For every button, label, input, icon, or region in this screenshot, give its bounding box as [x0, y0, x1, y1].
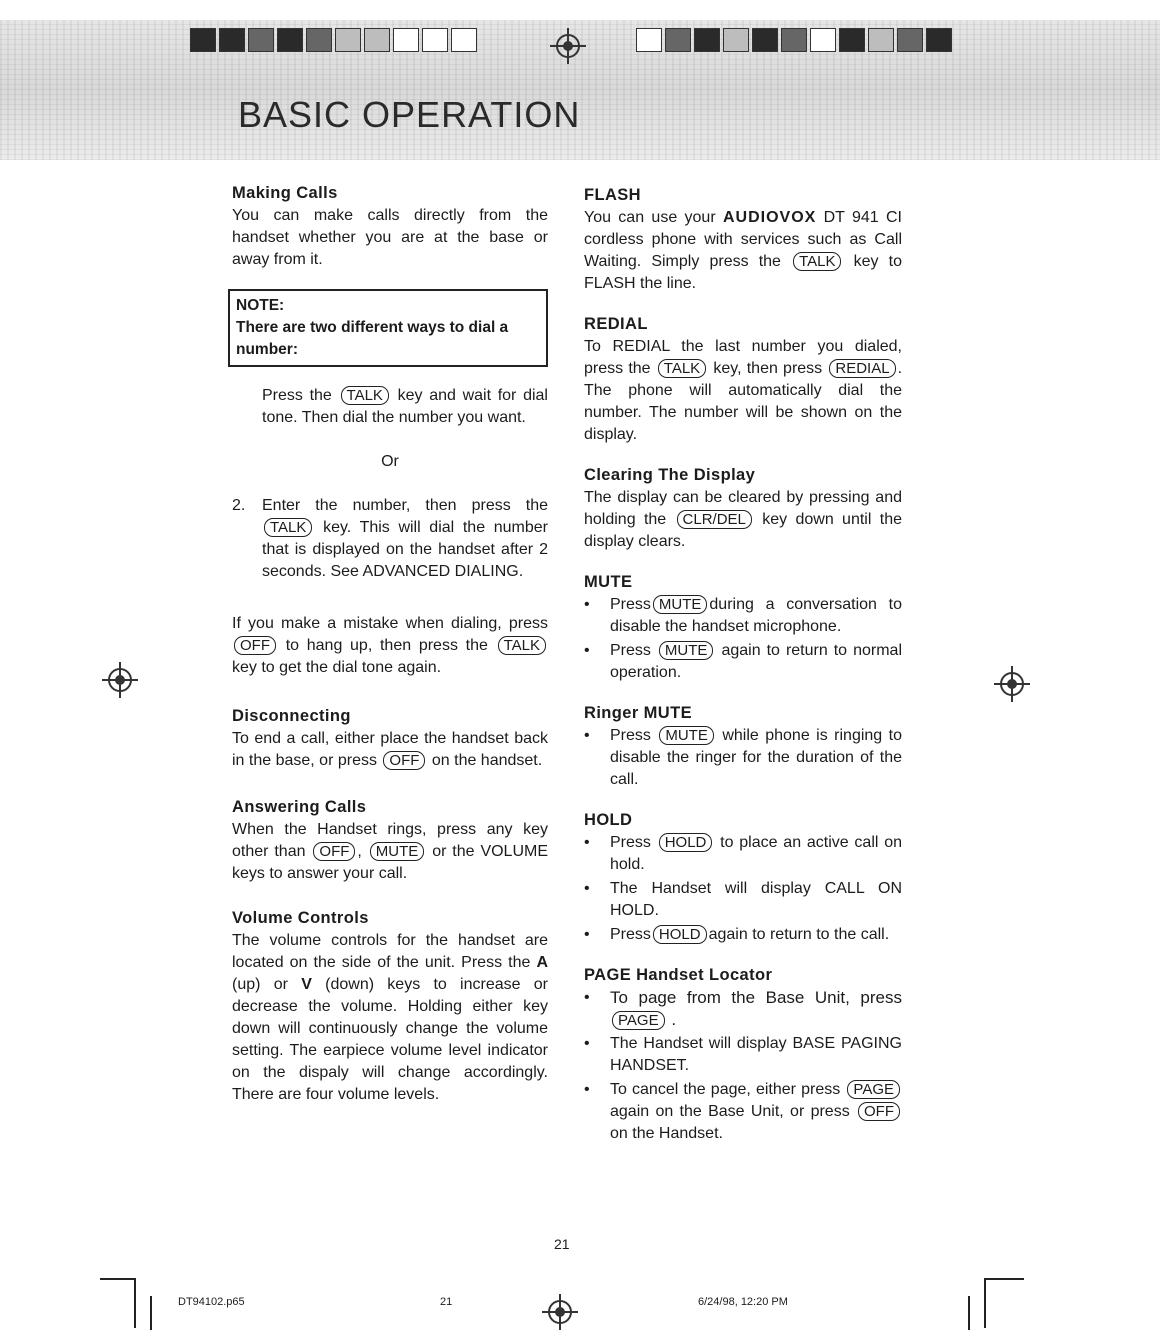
- disconnecting-section: [232, 705, 548, 772]
- flash-model-text: DT 941 CI cordless phone with services such as Call Waiting. Simply press the: [584, 209, 902, 270]
- flash-heading: FLASH: [584, 186, 641, 204]
- crop-mark-right: [984, 1278, 1024, 1280]
- dial-method-2: [232, 495, 548, 583]
- mistake-paragraph: [232, 613, 548, 679]
- bullet-icon: •: [584, 727, 590, 744]
- off-key: OFF: [234, 636, 276, 655]
- registration-target-icon-bottom: [548, 1300, 572, 1324]
- page-number: 21: [554, 1236, 570, 1252]
- page-b1-pre: To page from the Base Unit, press: [610, 988, 902, 1007]
- clr-del-key: CLR/DEL: [677, 510, 752, 529]
- list-item: [584, 594, 902, 638]
- page-locator-list: [584, 987, 902, 1145]
- answering-post: or the VOLUME keys to answer your call.: [232, 843, 549, 882]
- disconnecting-pre: To end a call, either place the handset back in the base, or press: [232, 730, 548, 769]
- flash-text: [584, 207, 902, 295]
- volume-down-icon: V: [301, 976, 312, 993]
- clearing-pre: The display can be cleared by pressing and holding the: [584, 489, 902, 528]
- hold-key: HOLD: [653, 925, 707, 944]
- page-b2-text: The Handset will display BASE PAGING HANDSET.: [610, 1035, 902, 1074]
- flash-pre: You can use your: [584, 209, 716, 226]
- off-key: OFF: [313, 842, 355, 861]
- list-item: [584, 878, 902, 922]
- making-calls-section: [232, 182, 548, 271]
- header-banner: [0, 20, 1160, 160]
- page-b1-post: .: [671, 1010, 677, 1029]
- mute-b1-pre: Press: [610, 596, 651, 613]
- mistake-pre: If you make a mistake when dialing, press: [232, 615, 548, 632]
- ringer-b1-pre: Press: [610, 727, 651, 744]
- dial-method-2-post: key. This will dial the number that is displayed on the handset after 2 seconds. See ADVANCED DIALING.: [262, 519, 549, 580]
- footer-page-number: 21: [440, 1296, 453, 1308]
- answering-text: When the Handset rings, press any key other than OFF , MUTE or the VOLUME keys to answer your call.: [232, 821, 549, 882]
- page-key: PAGE: [612, 1011, 665, 1030]
- dial-method-2-pre: Enter the number, then press the: [262, 497, 548, 514]
- list-item: [584, 987, 902, 1031]
- bullet-icon: •: [584, 989, 590, 1006]
- registration-target-icon-right: [1000, 672, 1024, 696]
- ringer-b1-post: while phone is ringing to disable the ringer for the duration of the call.: [610, 727, 902, 788]
- mute-key: MUTE: [653, 595, 708, 614]
- page-b3-mid: again on the Base Unit, or press: [610, 1103, 850, 1120]
- page-key: PAGE: [847, 1080, 900, 1099]
- redial-key: REDIAL: [829, 359, 895, 378]
- volume-text: [232, 930, 548, 1106]
- ringer-mute-heading: Ringer MUTE: [584, 704, 692, 722]
- clearing-post: key down until the display clears.: [584, 511, 902, 550]
- making-calls-text: You can make calls directly from the handset whether you are at the base or away from it.: [232, 207, 548, 268]
- redial-post: . The phone will automatically dial the number. The number will be shown on the display.: [584, 360, 903, 443]
- mute-b2-post: again to return to normal operation.: [610, 642, 902, 681]
- talk-key: TALK: [498, 636, 546, 655]
- mute-key: MUTE: [659, 641, 714, 660]
- redial-text: [584, 336, 902, 446]
- note-box: [228, 289, 548, 367]
- note-label: NOTE:: [236, 297, 285, 314]
- note-text: There are two different ways to dial a number:: [236, 319, 509, 358]
- crop-mark-left: [100, 1278, 134, 1280]
- bullet-icon: •: [584, 880, 590, 897]
- clearing-text: [584, 487, 902, 553]
- page-locator-heading: PAGE Handset Locator: [584, 966, 773, 984]
- footer-timestamp: 6/24/98, 12:20 PM: [698, 1296, 788, 1308]
- hold-b3-post: again to return to the call.: [708, 926, 890, 943]
- dial-method-1: [232, 385, 548, 429]
- hold-b3-pre: Press: [610, 926, 651, 943]
- off-key: OFF: [383, 751, 425, 770]
- mute-b2-pre: Press: [610, 642, 651, 659]
- answering-section: [232, 796, 548, 885]
- volume-post: (down) keys to increase or decrease the volume. Holding either key down will continuously change the volume setting. The earpiece volume level indicator on the dispaly will change accordingly. There are four volume levels.: [232, 976, 549, 1103]
- list-item: [584, 640, 902, 684]
- flash-section: [584, 184, 902, 295]
- ringer-mute-section: [584, 702, 902, 791]
- mistake-post: key to get the dial tone again.: [232, 659, 442, 676]
- redial-heading: REDIAL: [584, 315, 648, 333]
- volume-section: [232, 907, 548, 1106]
- talk-key: TALK: [264, 518, 312, 537]
- bullet-icon: •: [584, 834, 590, 851]
- disconnecting-post: on the handset.: [431, 752, 543, 769]
- answering-heading: Answering Calls: [232, 798, 367, 816]
- volume-pre: The volume controls for the handset are located on the side of the unit. Press the: [232, 932, 548, 971]
- making-calls-heading: Making Calls: [232, 184, 338, 202]
- bullet-icon: •: [584, 642, 590, 659]
- redial-pre: To REDIAL the last number you dialed, press the: [584, 338, 902, 377]
- disconnecting-text: [232, 728, 548, 772]
- list-item: [584, 1033, 902, 1077]
- bullet-icon: •: [584, 1081, 590, 1098]
- redial-section: [584, 313, 902, 446]
- hold-b1-post: to place an active call on hold.: [610, 834, 903, 873]
- talk-key: TALK: [658, 359, 706, 378]
- mute-heading: MUTE: [584, 573, 633, 591]
- header-color-strip-right: [636, 28, 952, 52]
- page-title: BASIC OPERATION: [238, 94, 581, 135]
- hold-section: [584, 809, 902, 946]
- talk-key: TALK: [793, 252, 841, 271]
- volume-heading: Volume Controls: [232, 909, 369, 927]
- crop-mark-right-vertical-2: [968, 1296, 970, 1330]
- bullet-icon: •: [584, 596, 590, 613]
- list-item: [584, 832, 902, 876]
- dial-method-1-pre: Press the: [262, 387, 332, 404]
- hold-key: HOLD: [659, 833, 713, 852]
- mute-list: [584, 594, 902, 684]
- disconnecting-heading: Disconnecting: [232, 707, 351, 725]
- answering-pre: When the Handset rings, press any key other than: [232, 821, 548, 860]
- bullet-icon: •: [584, 926, 590, 943]
- right-column: [584, 184, 902, 1163]
- dial-method-2-number: 2.: [232, 497, 246, 514]
- off-key: OFF: [858, 1102, 900, 1121]
- list-item: [584, 924, 902, 946]
- registration-target-icon: [556, 34, 580, 58]
- redial-mid: key, then press: [713, 360, 823, 377]
- clearing-section: [584, 464, 902, 553]
- header-color-strip-left: [190, 28, 477, 52]
- page-locator-section: [584, 964, 902, 1145]
- mute-b1-post: during a conversation to disable the handset microphone.: [610, 596, 902, 635]
- footer-file-name: DT94102.p65: [178, 1296, 245, 1308]
- crop-mark-left-vertical: [134, 1278, 136, 1328]
- mute-section: [584, 571, 902, 684]
- hold-b2-text: The Handset will display CALL ON HOLD.: [610, 880, 902, 919]
- list-item: [584, 725, 902, 791]
- bullet-icon: •: [584, 1035, 590, 1052]
- flash-post: key to FLASH the line.: [584, 253, 902, 292]
- ringer-mute-list: [584, 725, 902, 791]
- volume-up-icon: A: [536, 954, 549, 971]
- talk-key: TALK: [341, 386, 389, 405]
- mute-key: MUTE: [370, 842, 425, 861]
- page-b3-post: on the Handset.: [610, 1125, 723, 1142]
- brand-name: AUDIOVOX: [722, 209, 817, 226]
- registration-target-icon-left: [108, 668, 132, 692]
- or-divider: Or: [381, 453, 399, 470]
- page-b3-pre: To cancel the page, either press: [610, 1081, 841, 1098]
- left-column: [232, 182, 548, 1124]
- crop-mark-right-vertical: [984, 1278, 986, 1328]
- clearing-heading: Clearing The Display: [584, 466, 756, 484]
- dial-method-2-text: [262, 495, 548, 583]
- volume-mid: (up) or: [232, 976, 288, 993]
- hold-heading: HOLD: [584, 811, 633, 829]
- mute-key: MUTE: [659, 726, 714, 745]
- crop-mark-left-vertical-2: [150, 1296, 152, 1330]
- list-item: [584, 1079, 902, 1145]
- dial-method-1-post: key and wait for dial tone. Then dial the number you want.: [262, 387, 548, 426]
- hold-list: [584, 832, 902, 946]
- hold-b1-pre: Press: [610, 834, 651, 851]
- mistake-mid: to hang up, then press the: [285, 637, 488, 654]
